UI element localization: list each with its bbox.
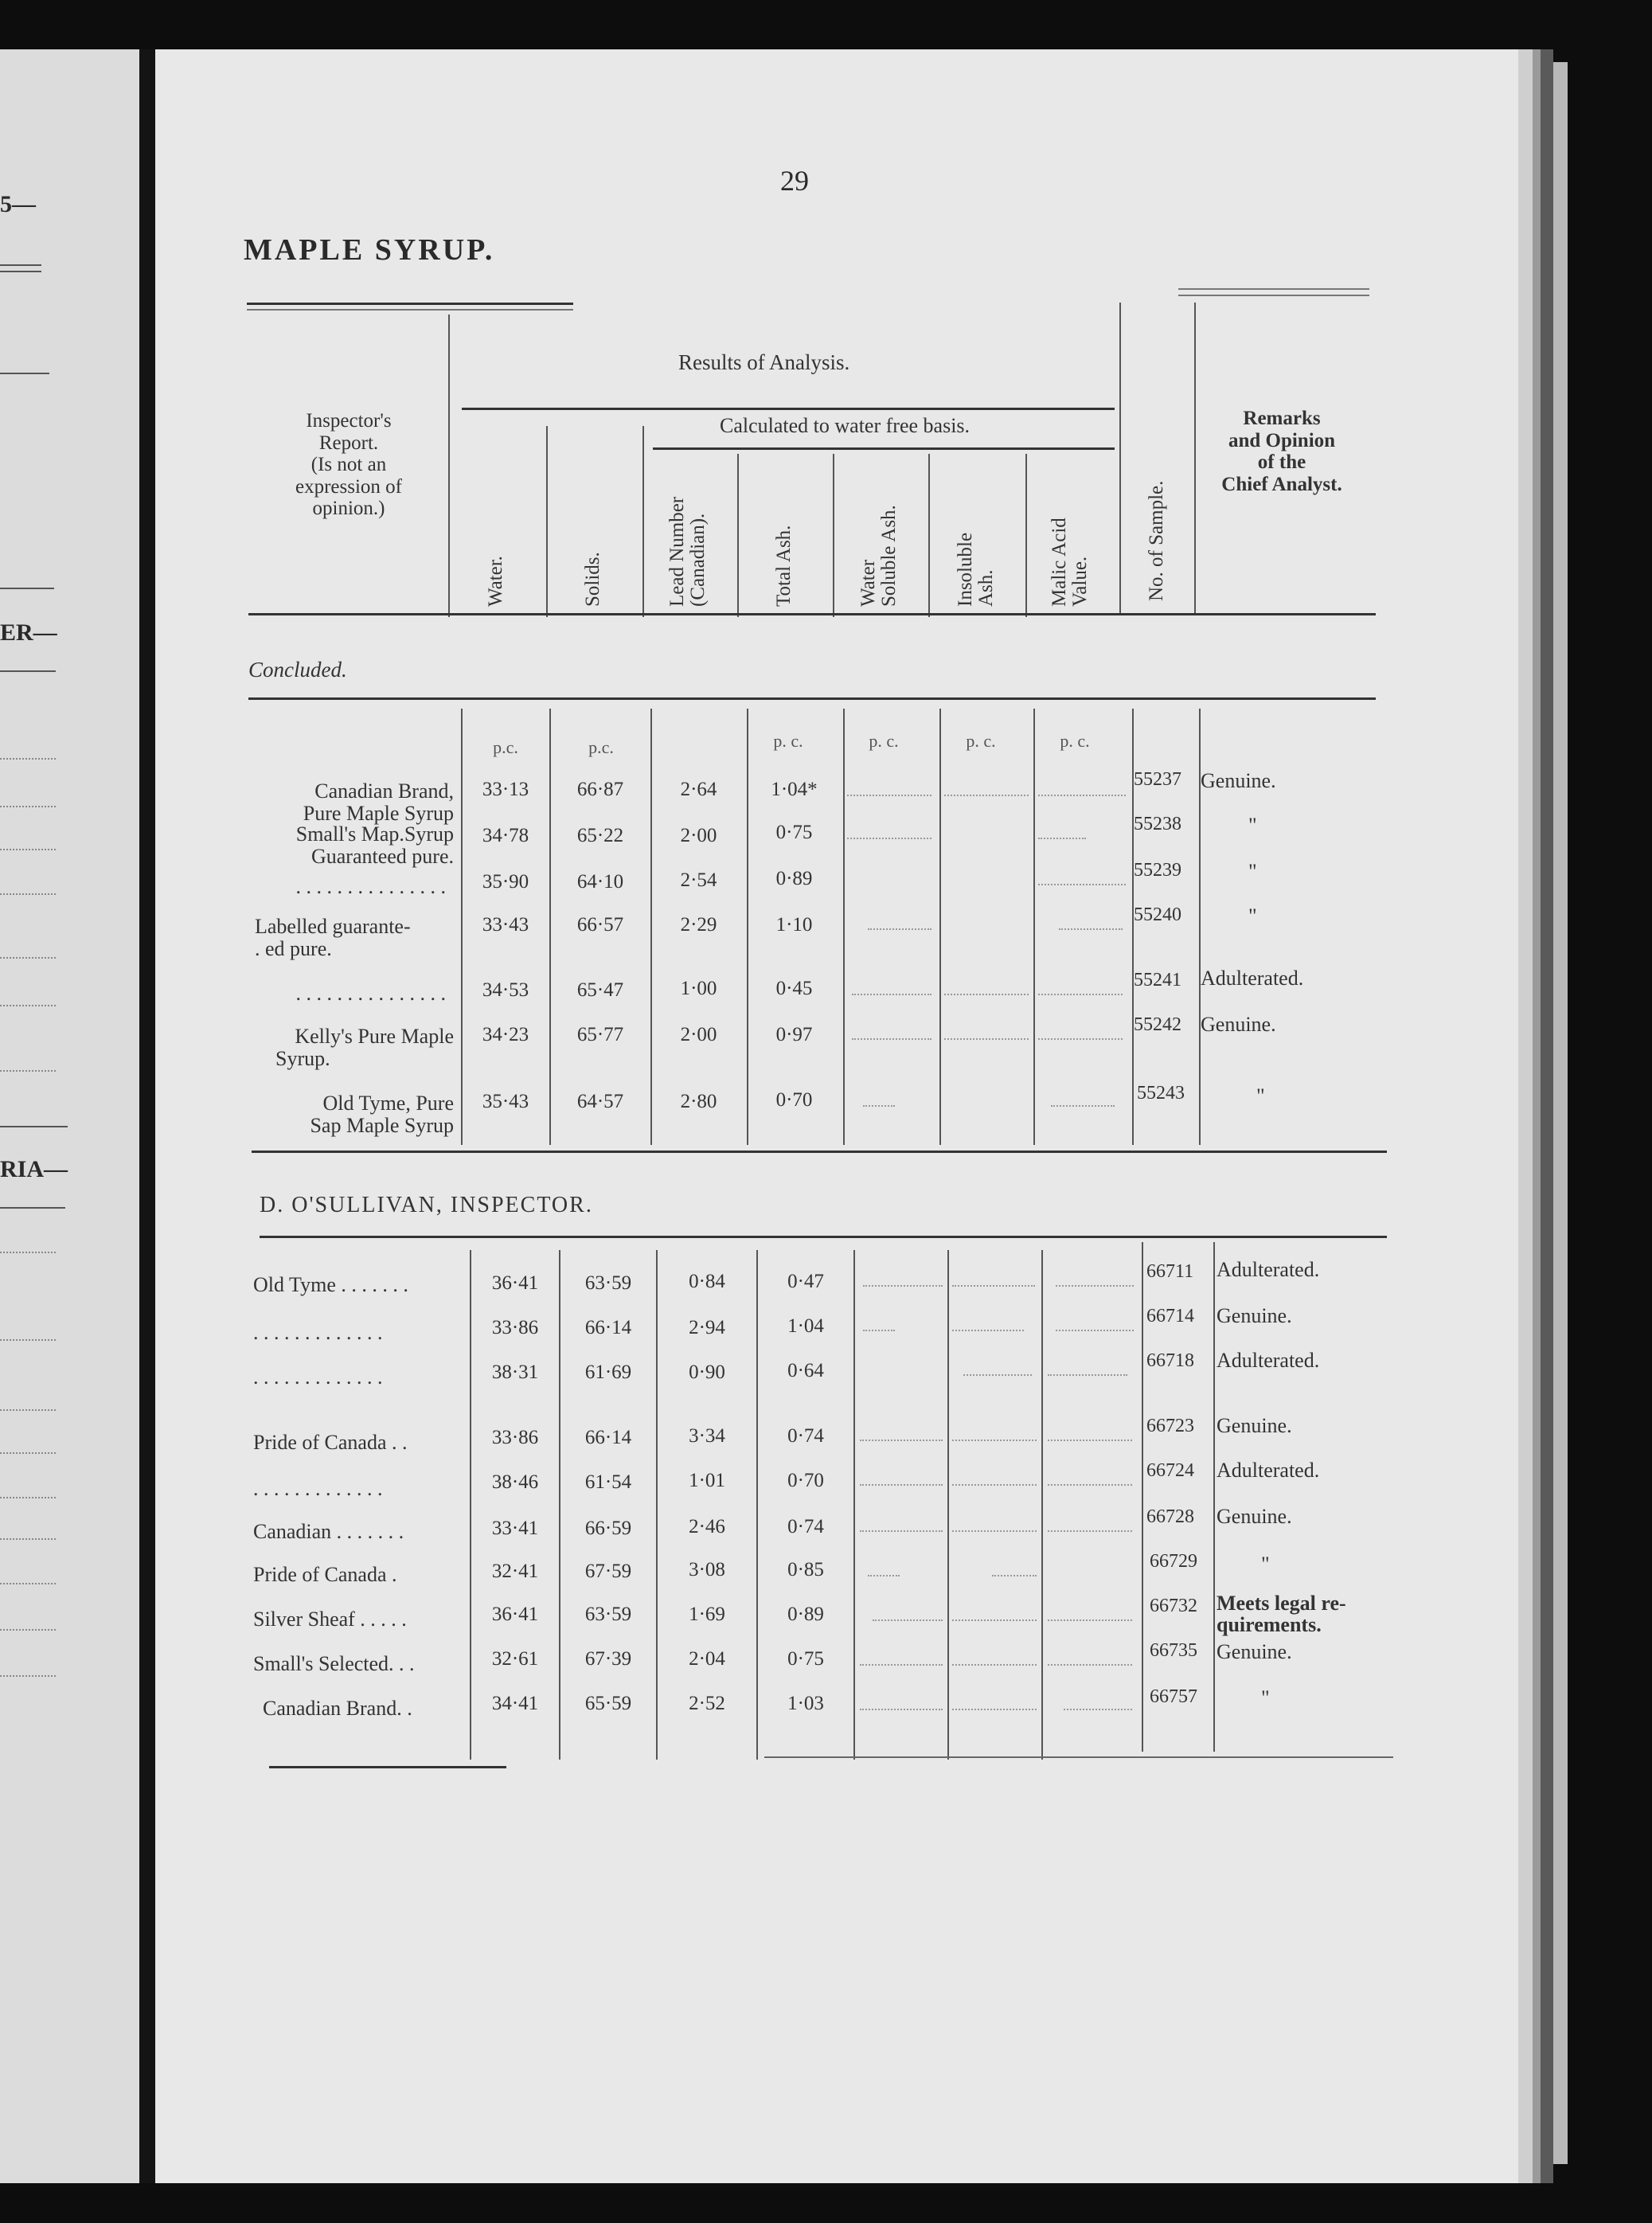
dotted-leader — [852, 994, 931, 995]
solids-value: 67·59 — [584, 1561, 632, 1582]
remark: " — [1256, 1084, 1265, 1108]
remark: Genuine. — [1217, 1414, 1292, 1437]
lead-value: 2·94 — [689, 1317, 725, 1338]
dotted-leader — [860, 1709, 943, 1710]
ash-value: 0·75 — [775, 822, 813, 843]
sample-number: 66735 — [1150, 1640, 1197, 1661]
header-column-rule — [737, 454, 739, 617]
header-line: Inspector's — [306, 410, 392, 432]
page-edge — [1553, 62, 1568, 2164]
row-label — [239, 823, 454, 868]
water-value: 35·90 — [482, 871, 529, 893]
dotted-leader — [847, 795, 931, 796]
header-column-rule — [546, 426, 548, 617]
left-page-dots — [0, 1675, 56, 1677]
header-line: (Is not an — [310, 454, 387, 475]
left-page-dots — [0, 893, 56, 895]
ash-value: 0·89 — [775, 868, 813, 889]
dotted-leader — [1048, 1374, 1127, 1376]
left-page-rule — [0, 1126, 68, 1127]
dotted-leader — [863, 1285, 943, 1287]
solids-value: 61·54 — [584, 1471, 632, 1493]
row-label-line: . . . . . . . . . . . . . . . — [295, 982, 446, 1005]
calculated-header: Calculated to water free basis. — [720, 414, 971, 437]
dotted-leader — [863, 1330, 895, 1331]
water-value: 34·53 — [482, 979, 529, 1001]
ash-value: 0·85 — [787, 1559, 824, 1580]
sample-number: 66757 — [1150, 1686, 1197, 1707]
lead-value: 3·08 — [689, 1559, 725, 1580]
inspector-report-header — [269, 410, 428, 520]
ash-value: 0·64 — [787, 1360, 824, 1381]
left-page-dots — [0, 1629, 56, 1631]
solids-value: 66·14 — [584, 1427, 632, 1448]
row-label: . . . . . . . . . . . . . — [253, 1365, 383, 1389]
lead-value: 0·84 — [689, 1271, 725, 1292]
remark: " — [1261, 1553, 1270, 1576]
ash-value: 1·10 — [775, 914, 813, 936]
lead-value: 2·46 — [689, 1516, 725, 1537]
dotted-leader — [852, 1038, 931, 1040]
dotted-leader — [860, 1530, 943, 1532]
dotted-leader — [952, 1530, 1037, 1532]
sample-number: 66728 — [1146, 1506, 1194, 1527]
header-line: Ash. — [975, 569, 998, 607]
dotted-leader — [1059, 928, 1123, 930]
dotted-leader — [1048, 1619, 1132, 1621]
water-value: 33·86 — [491, 1317, 539, 1338]
water-value: 38·31 — [491, 1362, 539, 1383]
water-header: Water. — [485, 556, 506, 607]
water-value: 33·86 — [491, 1427, 539, 1448]
unit-label: p. c. — [966, 731, 996, 751]
page-number: 29 — [780, 165, 809, 197]
row-label: Pride of Canada . — [253, 1563, 397, 1586]
left-page-rule — [0, 271, 41, 272]
section-rule — [252, 1151, 1387, 1153]
left-page — [0, 49, 139, 2183]
column-rule — [1142, 1242, 1143, 1752]
header-column-rule — [1194, 303, 1196, 613]
column-rule — [843, 709, 845, 1145]
remark: Genuine. — [1201, 1013, 1276, 1036]
ash-value: 1·04 — [787, 1315, 824, 1337]
inspector-heading: D. O'SULLIVAN, INSPECTOR. — [260, 1193, 593, 1217]
page-edge — [1518, 49, 1533, 2183]
ash-value: 1·04* — [771, 779, 818, 800]
sample-number: 66732 — [1150, 1596, 1197, 1616]
left-page-dots — [0, 1005, 56, 1006]
remark: Adulterated. — [1217, 1258, 1320, 1281]
water-value: 33·13 — [482, 779, 529, 800]
water-value: 32·61 — [491, 1648, 539, 1670]
dotted-leader — [1038, 884, 1126, 885]
solids-value: 66·14 — [584, 1317, 632, 1338]
unit-label: p. c. — [1060, 731, 1090, 751]
dotted-leader — [963, 1374, 1032, 1376]
solids-value: 65·59 — [584, 1693, 632, 1714]
left-page-dots — [0, 1497, 56, 1498]
left-page-dots — [0, 1452, 56, 1454]
row-label: Old Tyme . . . . . . . — [253, 1273, 408, 1296]
solids-value: 65·47 — [576, 979, 624, 1001]
dotted-leader — [1051, 1105, 1115, 1107]
column-rule — [1033, 709, 1035, 1145]
lead-value: 2·00 — [680, 825, 717, 846]
dotted-leader — [860, 1664, 943, 1666]
column-rule — [939, 709, 941, 1145]
row-label-line: Sap Maple Syrup — [310, 1114, 454, 1138]
lead-value: 3·34 — [689, 1425, 725, 1447]
header-line: (Canadian). — [687, 513, 709, 607]
dotted-leader — [1038, 1038, 1123, 1040]
column-rule — [1041, 1250, 1043, 1760]
dotted-leader — [860, 1440, 943, 1441]
book-binding — [139, 49, 155, 2183]
dotted-leader — [952, 1664, 1037, 1666]
unit-label: p.c. — [493, 737, 518, 757]
header-line: Report. — [318, 432, 379, 454]
water-value: 33·43 — [482, 914, 529, 936]
sample-number: 66729 — [1150, 1551, 1197, 1572]
dotted-leader — [1056, 1330, 1134, 1331]
dotted-leader — [992, 1575, 1037, 1576]
row-label-line: Syrup. — [275, 1047, 330, 1071]
lead-value: 2·29 — [680, 914, 717, 936]
remark: Genuine. — [1201, 769, 1276, 792]
sample-number: 55242 — [1134, 1014, 1181, 1035]
page-edge — [1533, 49, 1541, 2183]
left-page-rule — [0, 670, 56, 672]
malic-acid-header — [1049, 518, 1092, 607]
dotted-leader — [952, 1484, 1037, 1486]
row-label — [239, 876, 446, 898]
sample-number: 55241 — [1134, 970, 1181, 990]
row-label — [239, 1026, 454, 1070]
left-page-rule — [0, 1207, 65, 1209]
row-label-line: . . . . . . . . . . . . . . . — [295, 875, 446, 898]
dotted-leader — [1038, 994, 1123, 995]
column-rule — [853, 1250, 855, 1760]
row-label: Pride of Canada . . — [253, 1431, 408, 1454]
water-value: 32·41 — [491, 1561, 539, 1582]
header-column-rule — [928, 454, 930, 617]
water-soluble-ash-header — [858, 505, 900, 607]
unit-label: p. c. — [869, 731, 899, 751]
row-label-line: Kelly's Pure Maple — [295, 1025, 454, 1048]
left-page-dots — [0, 1339, 56, 1341]
ash-value: 0·45 — [775, 978, 813, 999]
table-top-rule — [1178, 288, 1369, 290]
table-bottom-rule — [764, 1756, 1393, 1758]
water-value: 35·43 — [482, 1091, 529, 1112]
insoluble-ash-header — [955, 533, 998, 607]
dotted-leader — [952, 1330, 1024, 1331]
left-page-fragment: RIA— — [0, 1156, 68, 1182]
section-rule — [248, 697, 1376, 700]
water-value: 36·41 — [491, 1272, 539, 1294]
dotted-leader — [1038, 838, 1086, 839]
dotted-leader — [1048, 1530, 1132, 1532]
header-line: Malic Acid — [1049, 518, 1070, 607]
calculated-header-rule — [653, 447, 1115, 450]
header-line: Remarks — [1243, 408, 1321, 429]
lead-value: 2·00 — [680, 1024, 717, 1045]
lead-value: 2·54 — [680, 869, 717, 891]
dotted-leader — [868, 928, 931, 930]
lead-value: 2·64 — [680, 779, 717, 800]
solids-value: 65·77 — [576, 1024, 624, 1045]
concluded-label: Concluded. — [248, 658, 347, 682]
row-label-line: Labelled guarante- — [255, 915, 411, 938]
header-line: and Opinion — [1228, 429, 1336, 451]
sample-number: 55237 — [1134, 769, 1181, 790]
header-line: of the — [1257, 451, 1306, 473]
row-label-line: Canadian Brand, — [314, 779, 454, 803]
dotted-leader — [952, 1619, 1037, 1621]
row-label: Small's Selected. . . — [253, 1652, 415, 1675]
header-line: Chief Analyst. — [1221, 473, 1342, 495]
solids-value: 65·22 — [576, 825, 624, 846]
ash-value: 1·03 — [787, 1693, 824, 1714]
sample-number: 66723 — [1146, 1416, 1194, 1436]
lead-value: 1·00 — [680, 978, 717, 999]
header-line: Value. — [1069, 556, 1092, 607]
header-line: expression of — [295, 475, 402, 498]
left-page-dots — [0, 758, 56, 760]
dotted-leader — [1064, 1709, 1132, 1710]
column-rule — [947, 1250, 949, 1760]
header-line: Soluble Ash. — [878, 505, 900, 607]
section-rule — [260, 1236, 1387, 1238]
left-page-dots — [0, 806, 56, 807]
left-page-dots — [0, 849, 56, 850]
dotted-leader — [868, 1575, 900, 1576]
row-label — [239, 1092, 454, 1137]
ash-value: 0·47 — [787, 1271, 824, 1292]
unit-label: p. c. — [773, 731, 803, 751]
remark: " — [1261, 1686, 1270, 1709]
sample-number: 66714 — [1146, 1306, 1194, 1326]
ash-value: 0·75 — [787, 1648, 824, 1670]
sample-number: 55238 — [1134, 814, 1181, 834]
solids-value: 63·59 — [584, 1272, 632, 1294]
remark: Genuine. — [1217, 1304, 1292, 1327]
remark: " — [1248, 860, 1257, 883]
remarks-header — [1202, 408, 1361, 495]
solids-value: 67·39 — [584, 1648, 632, 1670]
left-page-dots — [0, 1538, 56, 1540]
header-column-rule — [1119, 303, 1121, 613]
solids-header: Solids. — [582, 552, 603, 607]
ash-value: 0·89 — [787, 1604, 824, 1625]
sample-number: 66718 — [1146, 1350, 1194, 1371]
sample-number: 55239 — [1134, 860, 1181, 881]
header-line: Insoluble — [955, 532, 976, 607]
left-page-rule — [0, 373, 49, 374]
sample-number: 55240 — [1134, 904, 1181, 925]
table-top-rule — [247, 309, 573, 311]
remark: Adulterated. — [1201, 967, 1304, 990]
left-page-rule — [0, 264, 41, 266]
dotted-leader — [952, 1285, 1035, 1287]
left-page-dots — [0, 1409, 56, 1411]
row-label-line: Old Tyme, Pure — [322, 1092, 454, 1115]
solids-value: 66·59 — [584, 1518, 632, 1539]
remark: " — [1248, 904, 1257, 928]
row-label — [239, 916, 470, 960]
dotted-leader — [1048, 1440, 1132, 1441]
ash-value: 0·70 — [775, 1089, 813, 1111]
remark: " — [1248, 814, 1257, 837]
sample-number: 55243 — [1137, 1083, 1185, 1104]
dotted-leader — [944, 1038, 1029, 1040]
dotted-leader — [1048, 1664, 1132, 1666]
header-column-rule — [642, 426, 644, 617]
remark: Meets legal re- quirements. — [1217, 1592, 1346, 1637]
lead-value: 0·90 — [689, 1362, 725, 1383]
header-line: opinion.) — [312, 498, 385, 519]
row-label: Canadian . . . . . . . — [253, 1520, 404, 1543]
table-bottom-rule — [269, 1766, 506, 1768]
row-label-line: . ed pure. — [255, 937, 332, 961]
dotted-leader — [952, 1709, 1037, 1710]
dotted-leader — [1038, 795, 1126, 796]
column-rule — [1213, 1242, 1215, 1752]
header-bottom-rule — [248, 613, 1376, 615]
remark: Genuine. — [1217, 1640, 1292, 1663]
results-of-analysis-header: Results of Analysis. — [678, 350, 850, 374]
total-ash-header: Total Ash. — [773, 525, 795, 607]
row-label: . . . . . . . . . . . . . — [253, 1321, 383, 1344]
water-value: 34·78 — [482, 825, 529, 846]
water-value: 33·41 — [491, 1518, 539, 1539]
dotted-leader — [873, 1619, 943, 1621]
dotted-leader — [1048, 1484, 1132, 1486]
dotted-leader — [847, 838, 931, 839]
lead-value: 1·69 — [689, 1604, 725, 1625]
sample-number: 66711 — [1146, 1261, 1194, 1282]
row-label-line: Pure Maple Syrup — [303, 802, 454, 826]
row-label-line: Guaranteed pure. — [310, 845, 454, 869]
remark: Adulterated. — [1217, 1459, 1320, 1482]
ash-value: 0·74 — [787, 1516, 824, 1537]
left-page-dots — [0, 957, 56, 959]
row-label — [239, 780, 454, 825]
table-top-rule — [247, 303, 573, 305]
left-page-fragment: 5— — [0, 191, 36, 217]
row-label-line: Small's Map.Syrup — [295, 822, 454, 846]
results-header-rule — [462, 408, 1115, 410]
dotted-leader — [952, 1440, 1037, 1441]
solids-value: 66·57 — [576, 914, 624, 936]
sample-number: 66724 — [1146, 1460, 1194, 1481]
column-rule — [650, 709, 652, 1145]
dotted-leader — [944, 795, 1029, 796]
dotted-leader — [860, 1484, 943, 1486]
remark: Genuine. — [1217, 1505, 1292, 1528]
left-page-dots — [0, 1070, 56, 1072]
left-page-fragment: ER— — [0, 619, 57, 646]
solids-value: 63·59 — [584, 1604, 632, 1625]
ash-value: 0·74 — [787, 1425, 824, 1447]
row-label: Canadian Brand. . — [263, 1697, 412, 1720]
dotted-leader — [944, 994, 1029, 995]
row-label — [239, 983, 446, 1005]
water-value: 34·23 — [482, 1024, 529, 1045]
row-label: Silver Sheaf . . . . . — [253, 1608, 407, 1631]
left-page-dots — [0, 1252, 56, 1253]
ash-value: 0·70 — [787, 1470, 824, 1491]
page-edge — [1541, 49, 1553, 2183]
table-top-rule — [1178, 295, 1369, 296]
water-value: 34·41 — [491, 1693, 539, 1714]
header-column-rule — [448, 315, 450, 617]
water-value: 36·41 — [491, 1604, 539, 1625]
lead-value: 1·01 — [689, 1470, 725, 1491]
solids-value: 66·87 — [576, 779, 624, 800]
unit-label: p.c. — [588, 737, 614, 757]
remark: Adulterated. — [1217, 1349, 1320, 1372]
lead-value: 2·52 — [689, 1693, 725, 1714]
header-line: Water — [857, 559, 879, 607]
dotted-leader — [863, 1105, 895, 1107]
water-value: 38·46 — [491, 1471, 539, 1493]
row-label: . . . . . . . . . . . . . — [253, 1477, 383, 1500]
solids-value: 64·57 — [576, 1091, 624, 1112]
sample-number-header: No. of Sample. — [1146, 480, 1167, 601]
header-line: Lead Number — [666, 496, 688, 607]
lead-number-header — [667, 497, 709, 607]
ash-value: 0·97 — [775, 1024, 813, 1045]
solids-value: 64·10 — [576, 871, 624, 893]
header-column-rule — [1025, 454, 1027, 617]
lead-value: 2·80 — [680, 1091, 717, 1112]
solids-value: 61·69 — [584, 1362, 632, 1383]
page-title: MAPLE SYRUP. — [244, 233, 495, 267]
header-column-rule — [833, 454, 834, 617]
left-page-rule — [0, 588, 54, 589]
dotted-leader — [1056, 1285, 1134, 1287]
lead-value: 2·04 — [689, 1648, 725, 1670]
left-page-dots — [0, 1583, 56, 1584]
